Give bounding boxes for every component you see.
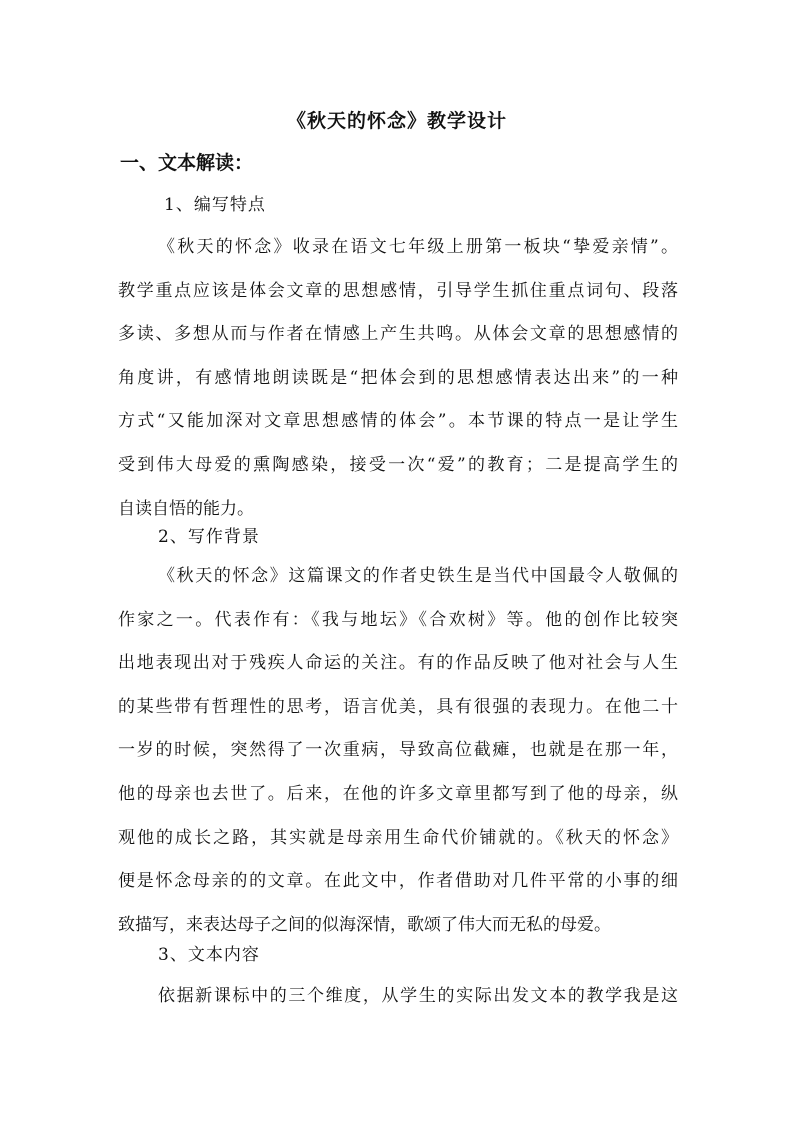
paragraph-line: 方式“又能加深对文章思想感情的体会”。本节课的特点一是让学生: [118, 411, 678, 432]
document-title: 《秋天的怀念》教学设计: [286, 110, 507, 132]
paragraph-text-content: [118, 975, 678, 1019]
paragraph-line: 依据新课标中的三个维度，从学生的实际出发文本的教学我是这: [158, 986, 678, 1006]
subheading-text-content: 3、文本内容: [158, 945, 260, 965]
paragraph-line: 《秋天的怀念》收录在语文七年级上册第一板块“挚爱亲情”。: [158, 237, 678, 257]
subheading-writing-background: 2、写作背景: [158, 527, 260, 547]
paragraph-line: 的某些带有哲理性的思考，语言优美，具有很强的表现力。在他二十: [118, 696, 678, 717]
paragraph-line: 他的母亲也去世了。后来，在他的许多文章里都写到了他的母亲，纵: [118, 783, 678, 804]
paragraph-line: 《秋天的怀念》这篇课文的作者史铁生是当代中国最令人敬佩的: [158, 566, 678, 586]
paragraph-writing-features: [118, 226, 678, 531]
paragraph-line: 教学重点应该是体会文章的思想感情，引导学生抓住重点词句、段落: [118, 280, 678, 301]
section-heading-text-analysis: 一、文本解读：: [120, 152, 254, 174]
paragraph-writing-background: [118, 555, 678, 947]
paragraph-line: 便是怀念母亲的的文章。在此文中，作者借助对几件平常的小事的细: [118, 871, 678, 892]
paragraph-line: 自读自悟的能力。: [118, 498, 254, 519]
subheading-writing-features: 1、编写特点: [164, 195, 266, 215]
paragraph-line: 观他的成长之路，其实就是母亲用生命代价铺就的。《秋天的怀念》: [118, 827, 678, 848]
paragraph-line: 出地表现出对于残疾人命运的关注。有的作品反映了他对社会与人生: [118, 653, 678, 674]
paragraph-line: 作家之一。代表作有：《我与地坛》《合欢树》等。他的创作比较突: [118, 609, 678, 630]
paragraph-line: 角度讲，有感情地朗读既是“把体会到的思想感情表达出来”的一种: [118, 367, 678, 388]
paragraph-line: 一岁的时候，突然得了一次重病，导致高位截瘫，也就是在那一年，: [118, 740, 678, 761]
paragraph-line: 受到伟大母爱的熏陶感染，接受一次“爱”的教育；二是提高学生的: [118, 454, 678, 475]
paragraph-line: 致描写，来表达母子之间的似海深情，歌颂了伟大而无私的母爱。: [118, 914, 611, 935]
paragraph-line: 多读、多想从而与作者在情感上产生共鸣。从体会文章的思想感情的: [118, 324, 678, 345]
